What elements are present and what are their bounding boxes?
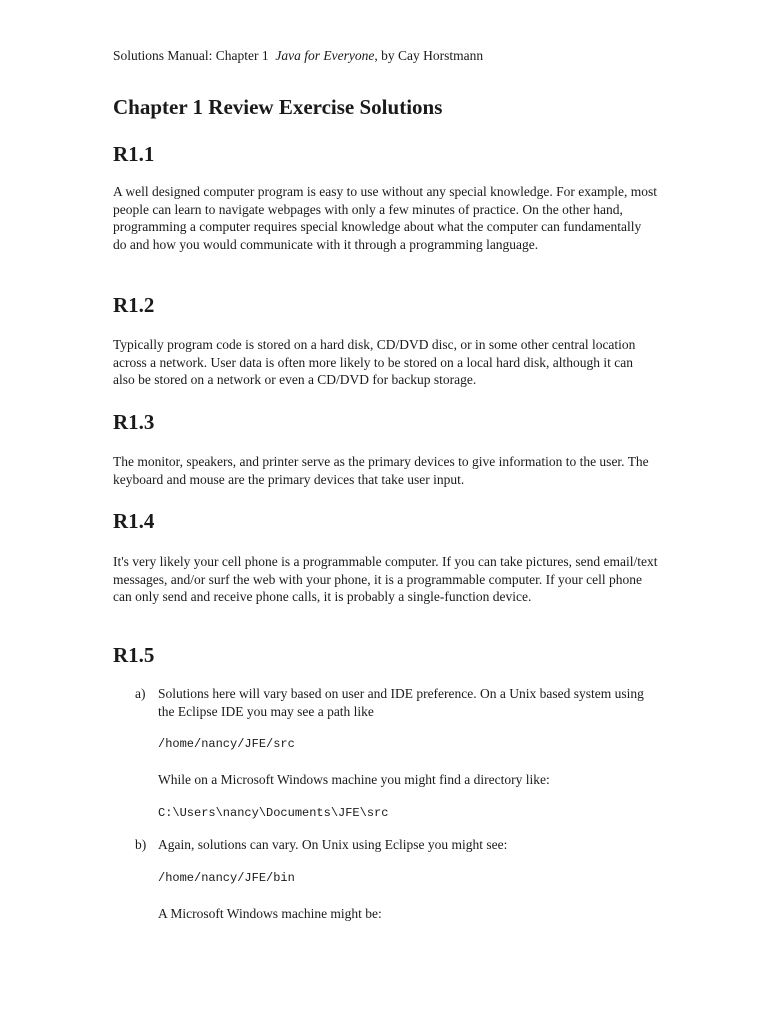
section-heading-r1-5: R1.5	[113, 643, 155, 667]
list-subtext-a: While on a Microsoft Windows machine you might find a directory like:	[158, 772, 550, 787]
section-body-r1-3: The monitor, speakers, and printer serve as the primary devices to give information to the user. The keyboard and mouse are the primary devices that take user input.	[113, 454, 649, 487]
section-heading-r1-2: R1.2	[113, 293, 155, 317]
running-header	[113, 48, 483, 64]
section-body-r1-4: It's very likely your cell phone is a programmable computer. If you can take pictures, send email/text messages, and/or surf the web with your phone, it is a programmable computer. If your cell phone can only send and receive phone calls, it is probably a single-function device.	[113, 554, 658, 604]
header-book-title: Java for Everyone	[275, 48, 375, 63]
code-path-b-unix: /home/nancy/JFE/bin	[158, 871, 295, 885]
section-body-r1-2: Typically program code is stored on a hard disk, CD/DVD disc, or in some other central location across a network. User data is often more likely to be stored on a local hard disk, although it can also be stored on a network or even a CD/DVD for backup storage.	[113, 337, 636, 387]
header-prefix: Solutions Manual: Chapter 1	[113, 48, 269, 63]
list-text-b: Again, solutions can vary. On Unix using Eclipse you might see:	[158, 837, 508, 852]
chapter-title: Chapter 1 Review Exercise Solutions	[113, 95, 443, 119]
code-path-a-windows: C:\Users\nancy\Documents\JFE\src	[158, 806, 389, 820]
list-subtext-b: A Microsoft Windows machine might be:	[158, 906, 382, 921]
section-body-r1-1: A well designed computer program is easy to use without any special knowledge. For example, most people can learn to navigate webpages with only a few minutes of practice. On the other hand, programming a computer requires special knowledge about what the computer can fundamentally do and how you would communicate with it through a programming language.	[113, 184, 658, 252]
section-heading-r1-1: R1.1	[113, 142, 155, 166]
list-text-a: Solutions here will vary based on user and IDE preference. On a Unix based system using the Eclipse IDE you may see a path like	[158, 686, 644, 719]
section-heading-r1-3: R1.3	[113, 410, 155, 434]
list-marker-a: a)	[135, 686, 146, 701]
code-path-a-unix: /home/nancy/JFE/src	[158, 737, 295, 751]
header-suffix: , by Cay Horstmann	[374, 48, 484, 63]
section-heading-r1-4: R1.4	[113, 509, 155, 533]
list-marker-b: b)	[135, 837, 147, 852]
